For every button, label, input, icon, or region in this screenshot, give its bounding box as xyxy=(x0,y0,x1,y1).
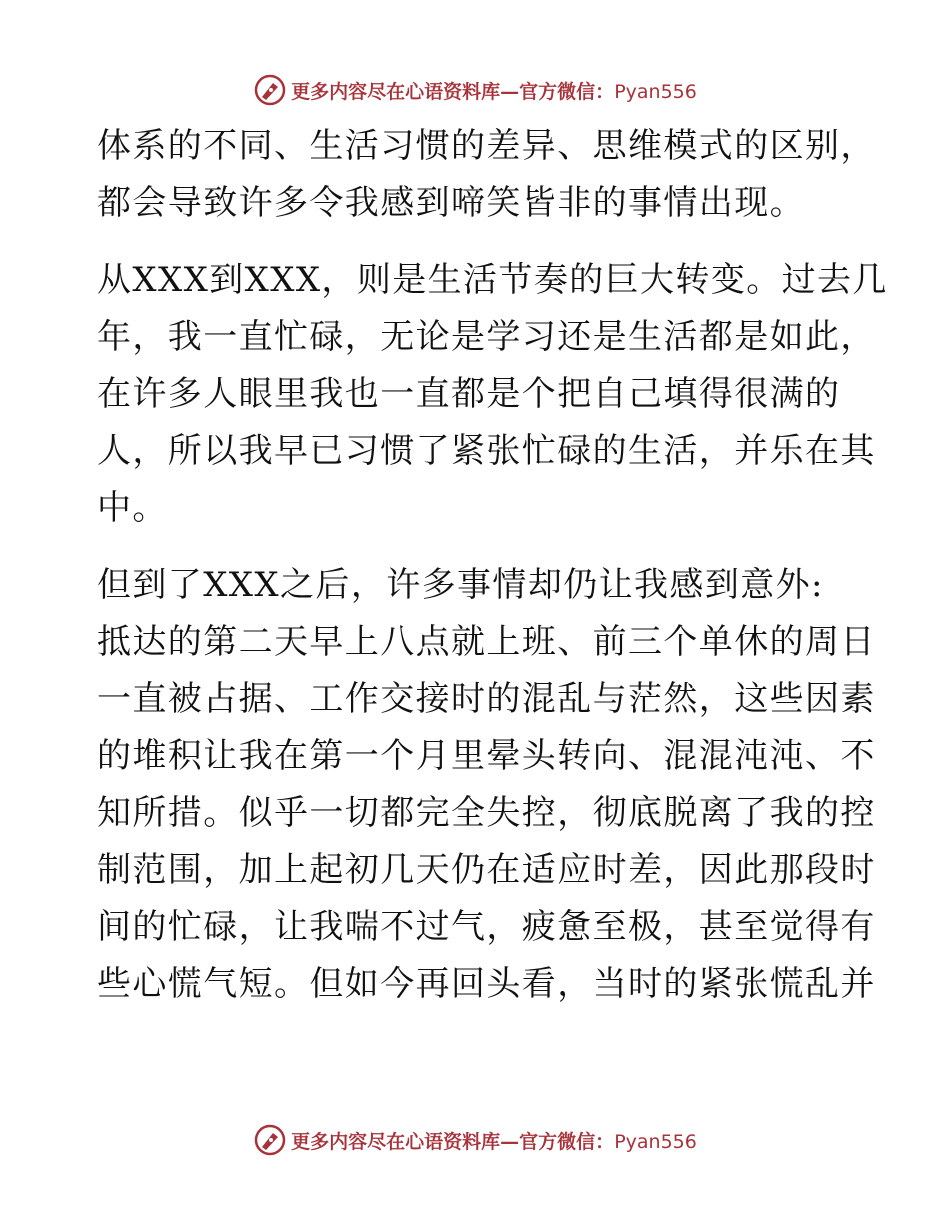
text-line: 在许多人眼里我也一直都是个把自己填得很满的 xyxy=(97,374,841,414)
text-line: 但到了XXX之后，许多事情却仍让我感到意外: xyxy=(97,565,824,605)
text-line: 从XXX到XXX，则是生活节奏的巨大转变。过去几 xyxy=(97,260,888,300)
banner-title xyxy=(291,1127,697,1154)
text-line: 体系的不同、生活习惯的差异、思维模式的区别， xyxy=(97,126,876,166)
banner-wechat-label: 官方微信： xyxy=(519,1130,615,1153)
banner-separator: — xyxy=(500,80,520,103)
header-banner xyxy=(0,70,950,110)
text-line: 的堆积让我在第一个月里晕头转向、混混沌沌、不 xyxy=(97,736,876,776)
paragraph-2 xyxy=(97,252,888,537)
text-line: 人，所以我早已习惯了紧张忙碌的生活，并乐在其 xyxy=(97,431,876,471)
banner-separator: — xyxy=(500,1130,520,1153)
banner-title xyxy=(291,77,697,104)
pen-nib-logo-icon xyxy=(253,73,287,107)
paragraph-3 xyxy=(97,557,876,1013)
text-line: 间的忙碌，让我喘不过气，疲惫至极，甚至觉得有 xyxy=(97,907,876,947)
banner-main-text: 更多内容尽在心语资料库 xyxy=(291,1130,501,1153)
text-line: 都会导致许多令我感到啼笑皆非的事情出现。 xyxy=(97,183,805,223)
footer-banner xyxy=(0,1120,950,1160)
text-line: 中。 xyxy=(97,488,168,528)
text-line: 一直被占据、工作交接时的混乱与茫然，这些因素 xyxy=(97,679,876,719)
banner-wechat-label: 官方微信： xyxy=(519,80,615,103)
banner-main-text: 更多内容尽在心语资料库 xyxy=(291,80,501,103)
banner-wechat-id: Pyan556 xyxy=(614,80,697,103)
text-line: 知所措。似乎一切都完全失控，彻底脱离了我的控 xyxy=(97,793,876,833)
text-line: 些心慌气短。但如今再回头看，当时的紧张慌乱并 xyxy=(97,964,876,1004)
text-line: 年，我一直忙碌，无论是学习还是生活都是如此， xyxy=(97,317,876,357)
paragraph-1 xyxy=(97,118,876,232)
pen-nib-logo-icon xyxy=(253,1123,287,1157)
text-line: 制范围，加上起初几天仍在适应时差，因此那段时 xyxy=(97,850,876,890)
banner-wechat-id: Pyan556 xyxy=(614,1130,697,1153)
document-body xyxy=(97,118,888,1013)
text-line: 抵达的第二天早上八点就上班、前三个单休的周日 xyxy=(97,622,876,662)
